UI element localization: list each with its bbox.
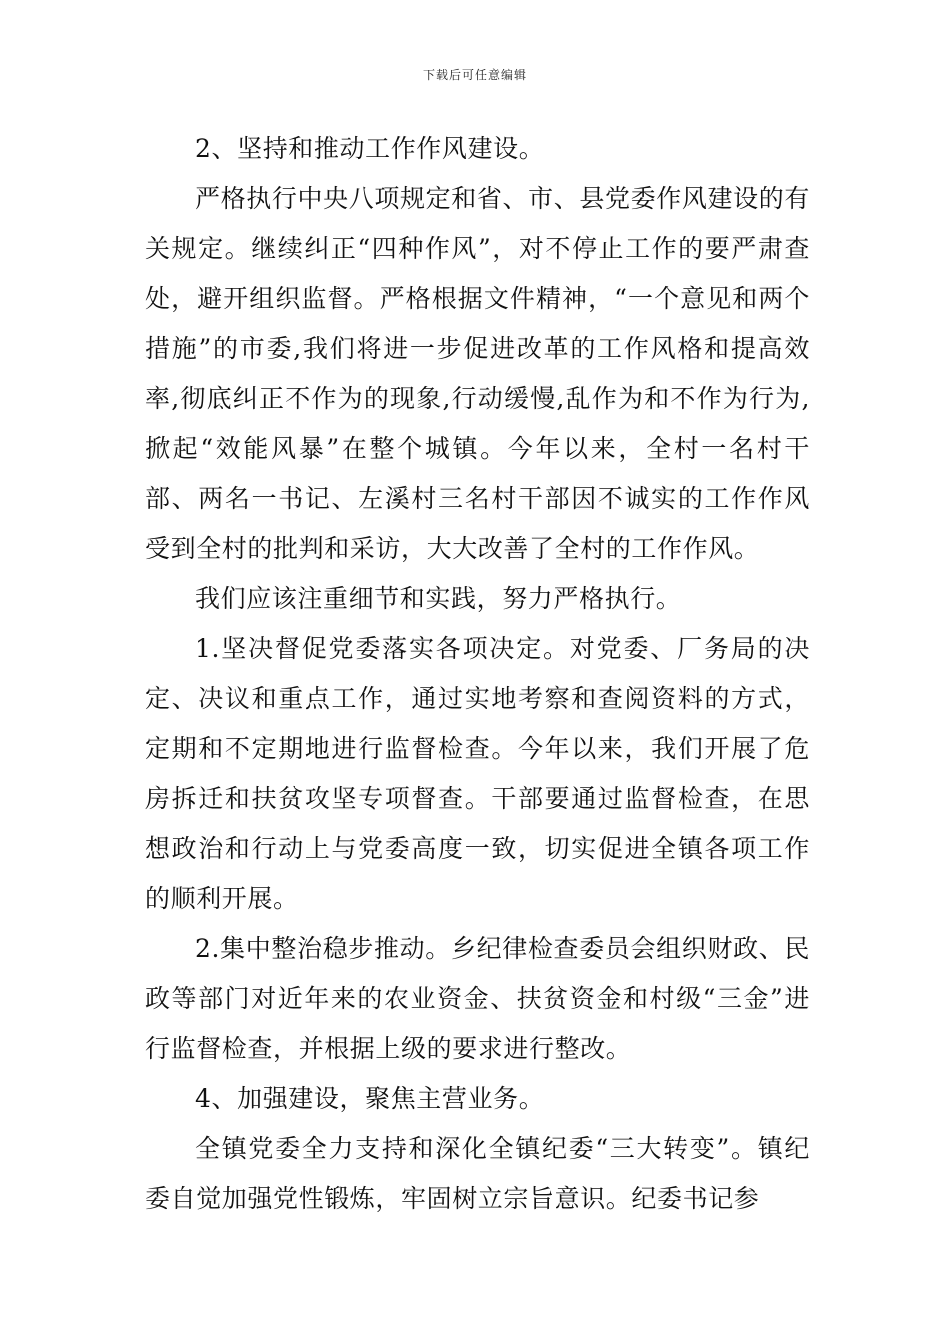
paragraph-section-4-heading: 4、加强建设，聚焦主营业务。 <box>195 1084 545 1113</box>
paragraph-party-committee-support: 全镇党委全力支持和深化全镇纪委“三大转变”。镇纪委自觉加强党性锻炼，牢固树立宗旨意识。纪委书记参 <box>145 1134 810 1213</box>
page-header-note: 下载后可任意编辑 <box>422 68 527 82</box>
paragraph-item-2-rectification: 2.集中整治稳步推动。乡纪律检查委员会组织财政、民政等部门对近年来的农业资金、扶贫资金和村级“三金”进行监督检查，并根据上级的要求进行整改。 <box>145 934 810 1063</box>
paragraph-section-2-heading: 2、坚持和推动工作作风建设。 <box>195 134 545 163</box>
document-body <box>145 124 810 1224</box>
paragraph-style-rules: 严格执行中央八项规定和省、市、县党委作风建设的有关规定。继续纠正“四种作风”，对不停止工作的要严肃查处，避开组织监督。严格根据文件精神，“一个意见和两个措施”的市委,我们将进一步促进改革的工作风格和提高效率,彻底纠正不作为的现象,行动缓慢,乱作为和不作为行为,掀起“效能风暴”在整个城镇。今年以来，全村一名村干部、两名一书记、左溪村三名村干部因不诚实的工作作风受到全村的批判和采访，大大改善了全村的工作作风。 <box>145 184 810 563</box>
paragraph-item-1-supervision: 1.坚决督促党委落实各项决定。对党委、厂务局的决定、决议和重点工作，通过实地考察和查阅资料的方式，定期和不定期地进行监督检查。今年以来，我们开展了危房拆迁和扶贫攻坚专项督查。干部要通过监督检查，在思想政治和行动上与党委高度一致，切实促进全镇各项工作的顺利开展。 <box>145 634 810 913</box>
paragraph-attention-detail: 我们应该注重细节和实践，努力严格执行。 <box>195 584 682 613</box>
